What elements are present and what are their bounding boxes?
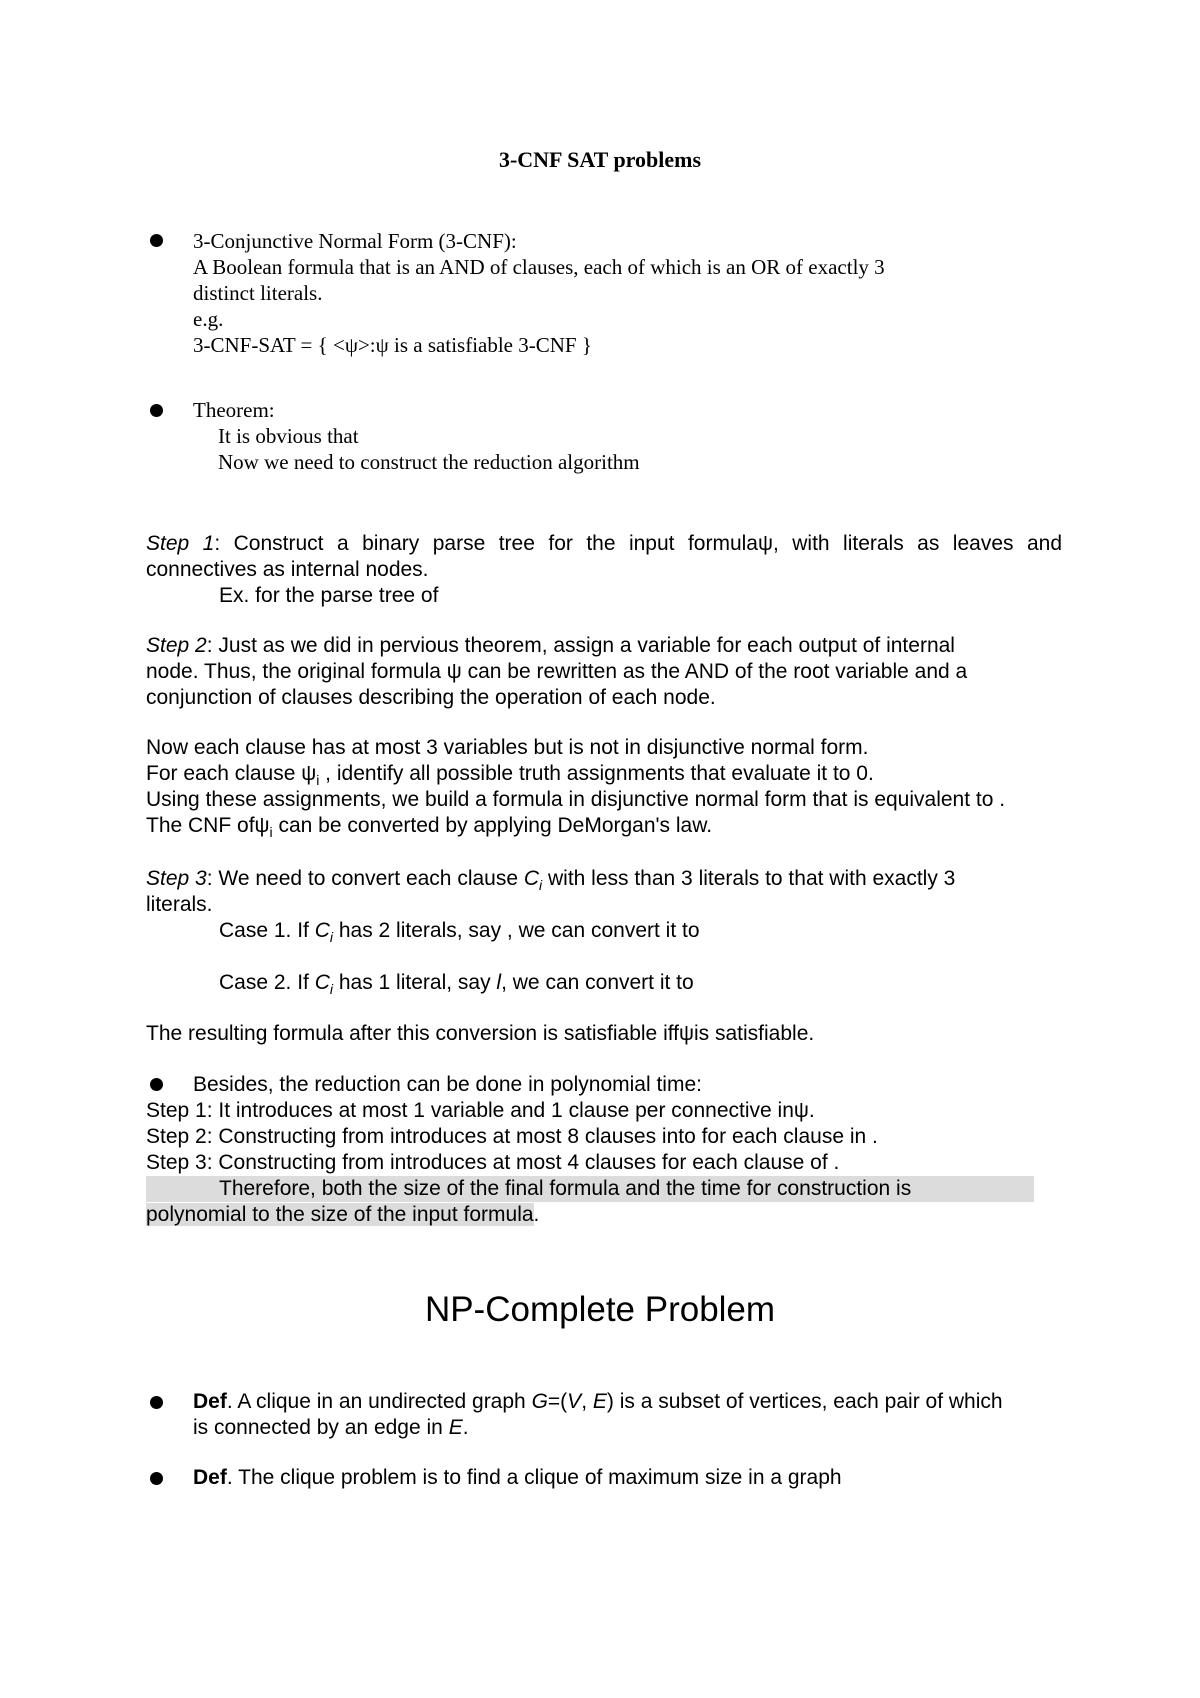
step3-line — [146, 866, 1086, 892]
step3-line: literals. — [146, 893, 213, 916]
step1-label: Step 1 — [146, 532, 215, 555]
highlighted-text: Therefore, both the size of the final formula and the time for construction is — [146, 1176, 1034, 1202]
para-line — [146, 813, 1106, 839]
literal-var: l — [496, 971, 502, 994]
clause-var: C — [523, 867, 540, 890]
section-heading: NP-Complete Problem — [424, 1290, 776, 1329]
subscript: i — [269, 824, 273, 841]
theorem-block — [193, 397, 1013, 475]
step1-text: : Construct a binary parse tree for the input formulaψ, with literals as leaves and — [214, 532, 1062, 555]
step3-text: : We need to convert each clause — [206, 867, 524, 890]
def-text: . A clique in an undirected graph — [226, 1390, 532, 1413]
cnf-line: e.g. — [193, 307, 224, 331]
def-line — [193, 1415, 1093, 1441]
edge-var: E — [592, 1390, 607, 1413]
case-text: has 2 literals, say , we can convert it to — [333, 919, 700, 942]
result-line: The resulting formula after this conversion is satisfiable iffψis satisfiable. — [146, 1022, 815, 1045]
case-text: Case 1. If — [219, 919, 315, 942]
case-text: , we can convert it to — [501, 971, 694, 994]
subscript: i — [329, 929, 334, 946]
def-text: is connected by an edge in — [193, 1416, 449, 1439]
step1-block — [146, 531, 1062, 609]
poly-heading: Besides, the reduction can be done in polynomial time: — [193, 1073, 702, 1096]
clique-definition — [193, 1389, 1093, 1441]
step1-line — [146, 531, 1062, 557]
clause-var: C — [314, 971, 330, 994]
step1-line: connectives as internal nodes. — [146, 558, 429, 581]
def-text: , — [581, 1390, 593, 1413]
poly-therefore — [146, 1176, 1106, 1202]
theorem-line: It is obvious that — [218, 424, 359, 448]
clique-problem-definition — [193, 1465, 1093, 1491]
step2-line: node. Thus, the original formula ψ can be rewritten as the AND of the root variable and a — [146, 660, 968, 683]
para-text: can be converted by applying DeMorgan's law. — [272, 814, 713, 837]
edge-var: E — [448, 1416, 463, 1439]
step2-line — [146, 633, 1086, 659]
para-text: The CNF ofψ — [146, 814, 270, 837]
theorem-line: Now we need to construct the reduction algorithm — [218, 450, 640, 474]
step2-line: conjunction of clauses describing the operation of each node. — [146, 686, 716, 709]
clause-paragraph — [146, 735, 1106, 839]
clause-var: C — [314, 919, 330, 942]
cnf-line: 3-CNF-SAT = { <ψ>:ψ is a satisfiable 3-CNF } — [193, 333, 592, 357]
subscript: i — [329, 981, 334, 998]
step3-text: with less than 3 literals to that with exactly 3 — [542, 867, 956, 890]
cnf-heading: 3-Conjunctive Normal Form (3-CNF): — [193, 229, 517, 253]
def-line — [193, 1465, 1093, 1491]
step3-label: Step 3 — [146, 867, 207, 890]
para-line — [146, 761, 1106, 787]
def-text: . — [462, 1416, 469, 1439]
bullet-icon — [150, 404, 163, 417]
vertex-var: V — [567, 1390, 582, 1413]
cnf-line: A Boolean formula that is an AND of clauses, each of which is an OR of exactly 3 — [193, 255, 885, 279]
cnf-line: distinct literals. — [193, 281, 323, 305]
def-line — [193, 1389, 1093, 1415]
step2-text: : Just as we did in pervious theorem, assign a variable for each output of internal — [206, 634, 955, 657]
para-text: , identify all possible truth assignments that evaluate it to 0. — [319, 762, 874, 785]
period: . — [533, 1203, 540, 1226]
case-text: Case 2. If — [219, 971, 315, 994]
subscript: i — [316, 772, 320, 789]
step1-example: Ex. for the parse tree of — [219, 584, 439, 607]
step3-block — [146, 866, 1086, 996]
bullet-icon — [150, 1472, 163, 1485]
subscript: i — [539, 877, 543, 894]
def-label: Def — [193, 1466, 227, 1489]
bullet-icon — [150, 234, 163, 247]
def-text: =( — [547, 1390, 568, 1413]
graph-var: G — [531, 1390, 548, 1413]
poly-step: Step 3: Constructing from introduces at most 4 clauses for each clause of . — [146, 1151, 840, 1174]
step2-label: Step 2 — [146, 634, 207, 657]
para-line: Using these assignments, we build a formula in disjunctive normal form that is equivalent to . — [146, 788, 1006, 811]
def-text: ) is a subset of vertices, each pair of which — [606, 1390, 1003, 1413]
page-title: 3-CNF SAT problems — [498, 147, 702, 172]
case2-line — [146, 970, 1086, 996]
poly-therefore — [146, 1202, 1106, 1228]
highlighted-text: polynomial to the size of the input formula — [146, 1203, 534, 1226]
poly-step: Step 2: Constructing from introduces at most 8 clauses into for each clause in . — [146, 1125, 878, 1148]
def-label: Def — [193, 1390, 227, 1413]
case1-line — [146, 918, 1086, 944]
step2-block — [146, 633, 1086, 711]
theorem-heading: Theorem: — [193, 398, 275, 422]
para-text: For each clause ψ — [146, 762, 317, 785]
poly-step: Step 1: It introduces at most 1 variable and 1 clause per connective inψ. — [146, 1099, 815, 1122]
def-text: . The clique problem is to find a clique of maximum size in a graph — [226, 1466, 842, 1489]
case-text: has 1 literal, say — [333, 971, 497, 994]
para-line: Now each clause has at most 3 variables but is not in disjunctive normal form. — [146, 736, 869, 759]
cnf-definition — [193, 228, 1013, 358]
polynomial-time-block — [146, 1072, 1106, 1228]
bullet-icon — [150, 1396, 163, 1409]
